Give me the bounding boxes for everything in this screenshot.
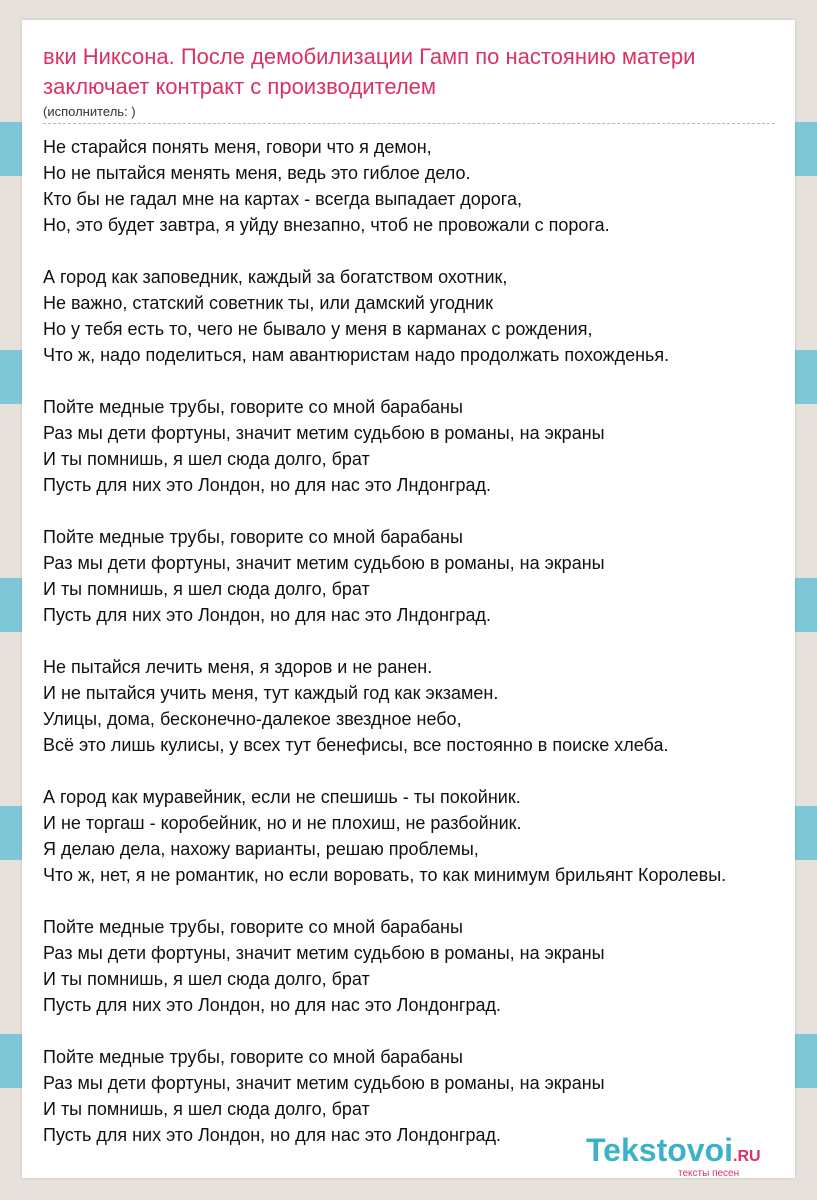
lyric-line: Раз мы дети фортуны, значит метим судьбою в романы, на экраны xyxy=(43,943,605,963)
lyric-line: Пусть для них это Лондон, но для нас это Лондонград. xyxy=(43,995,501,1015)
performer-label: (исполнитель: ) xyxy=(43,104,136,119)
lyric-line: Пойте медные трубы, говорите со мной барабаны xyxy=(43,527,463,547)
lyric-line: Но у тебя есть то, чего не бывало у меня в карманах с рождения, xyxy=(43,319,593,339)
stanza-gap xyxy=(43,368,817,394)
stanza-gap xyxy=(43,1018,817,1044)
lyric-line: Что ж, надо поделиться, нам авантюристам надо продолжать похожденья. xyxy=(43,345,670,365)
stanza-gap xyxy=(43,238,817,264)
logo-subtitle: тексты песен xyxy=(678,1168,740,1179)
page-title: вки Никсона. После демобилизации Гамп по настоянию матери заключает контракт с производителем xyxy=(43,44,696,99)
stanza-gap xyxy=(43,628,817,654)
logo-tld: .RU xyxy=(733,1148,761,1165)
lyric-line: Но, это будет завтра, я уйду внезапно, чтоб не провожали с порога. xyxy=(43,215,610,235)
lyric-line: И не пытайся учить меня, тут каждый год как экзамен. xyxy=(43,683,499,703)
lyric-line: Пусть для них это Лондон, но для нас это Лндонград. xyxy=(43,475,491,495)
lyric-line: И ты помнишь, я шел сюда долго, брат xyxy=(43,449,370,469)
divider xyxy=(43,123,775,124)
site-logo[interactable] xyxy=(586,1132,761,1179)
lyric-line: Раз мы дети фортуны, значит метим судьбою в романы, на экраны xyxy=(43,1073,605,1093)
lyric-line: Пойте медные трубы, говорите со мной барабаны xyxy=(43,917,463,937)
stanza-gap xyxy=(43,888,817,914)
lyric-line: Раз мы дети фортуны, значит метим судьбою в романы, на экраны xyxy=(43,423,605,443)
stanza-gap xyxy=(43,498,817,524)
lyric-line: Всё это лишь кулисы, у всех тут бенефисы, все постоянно в поиске хлеба. xyxy=(43,735,669,755)
stanza-gap xyxy=(43,758,817,784)
lyric-line: И не торгаш - коробейник, но и не плохиш, не разбойник. xyxy=(43,813,522,833)
lyric-line: Пойте медные трубы, говорите со мной барабаны xyxy=(43,1047,463,1067)
lyric-line: Улицы, дома, бесконечно-далекое звездное небо, xyxy=(43,709,462,729)
lyric-line: И ты помнишь, я шел сюда долго, брат xyxy=(43,969,370,989)
lyric-line: А город как муравейник, если не спешишь - ты покойник. xyxy=(43,787,521,807)
lyric-line: Но не пытайся менять меня, ведь это гиблое дело. xyxy=(43,163,471,183)
lyric-line: Что ж, нет, я не романтик, но если воровать, то как минимум брильянт Королевы. xyxy=(43,865,727,885)
lyric-line: Не важно, статский советник ты, или дамский угодник xyxy=(43,293,493,313)
lyric-line: Кто бы не гадал мне на картах - всегда выпадает дорога, xyxy=(43,189,522,209)
lyric-line: Пойте медные трубы, говорите со мной барабаны xyxy=(43,397,463,417)
lyric-line: Пусть для них это Лондон, но для нас это Лондонград. xyxy=(43,1125,501,1145)
lyric-line: Не старайся понять меня, говори что я демон, xyxy=(43,137,432,157)
lyric-line: Не пытайся лечить меня, я здоров и не ранен. xyxy=(43,657,433,677)
lyric-line: Я делаю дела, нахожу варианты, решаю проблемы, xyxy=(43,839,479,859)
lyrics-text xyxy=(43,134,817,1148)
lyric-line: Раз мы дети фортуны, значит метим судьбою в романы, на экраны xyxy=(43,553,605,573)
lyric-line: И ты помнишь, я шел сюда долго, брат xyxy=(43,579,370,599)
logo-wordmark: Tekstovoi xyxy=(586,1132,733,1168)
lyric-line: И ты помнишь, я шел сюда долго, брат xyxy=(43,1099,370,1119)
lyric-line: Пусть для них это Лондон, но для нас это Лндонград. xyxy=(43,605,491,625)
lyric-line: А город как заповедник, каждый за богатством охотник, xyxy=(43,267,508,287)
